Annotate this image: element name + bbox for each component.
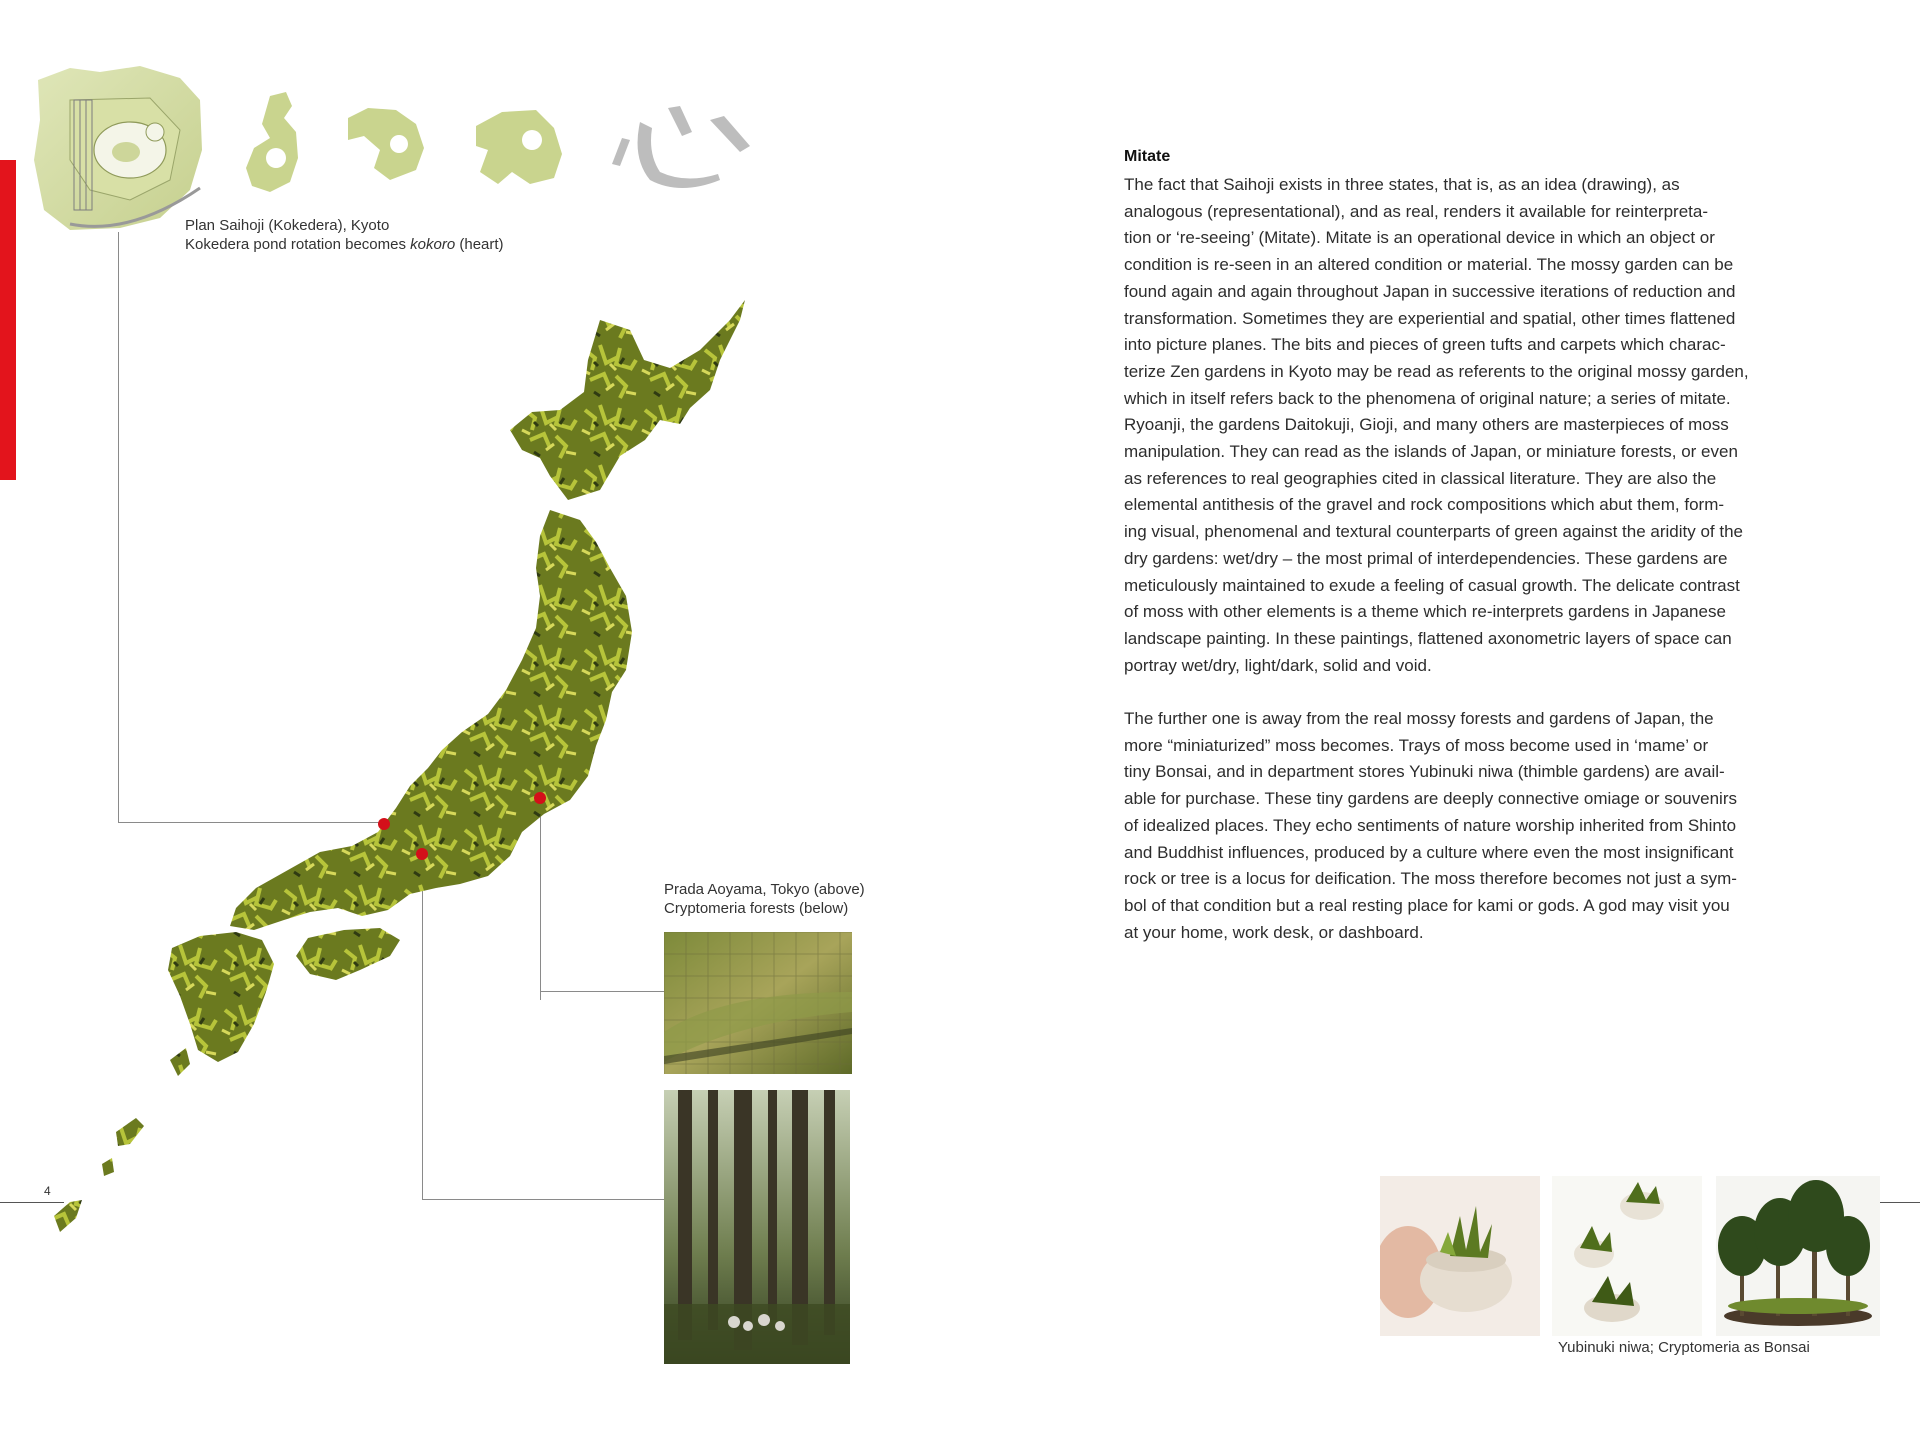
p1-line: The fact that Saihoji exists in three states, that is, as an idea (drawing), as	[1124, 175, 1680, 194]
p1-line: which in itself refers back to the phenomena of original nature; a series of mitate.	[1124, 388, 1731, 408]
prada-caption-line1: Prada Aoyama, Tokyo (above)	[664, 881, 865, 898]
p2-line: at your home, work desk, or dashboard.	[1124, 922, 1424, 942]
p2-line: rock or tree is a locus for deification. The moss therefore becomes not just a sym-	[1124, 869, 1737, 889]
plan-caption-line2	[185, 235, 504, 254]
plan-caption-italic: kokoro	[410, 236, 456, 253]
tanegashima-island	[170, 1048, 190, 1076]
paragraph-gap	[1124, 679, 1784, 706]
p1-line: landscape painting. In these paintings, flattened axonometric layers of space can	[1124, 628, 1732, 648]
cryptomeria-forest-photo	[664, 1090, 850, 1364]
plan-caption-suffix: (heart)	[455, 236, 504, 253]
ryukyu-island-1	[116, 1118, 144, 1146]
plan-caption-line1: Plan Saihoji (Kokedera), Kyoto	[185, 217, 390, 234]
p2-line: The further one is away from the real mossy forests and gardens of Japan, the	[1124, 709, 1714, 729]
article-body	[1124, 172, 1784, 946]
p1-line: condition is re-seen in an altered condition or material. The mossy garden can be	[1124, 255, 1734, 275]
red-edge-bar	[0, 160, 16, 480]
cryptomeria-bonsai-photo	[1716, 1176, 1880, 1336]
article-paragraph-1	[1124, 172, 1784, 679]
pond-shape-2	[348, 108, 424, 180]
article-paragraph-2	[1124, 706, 1784, 946]
plan-caption	[185, 216, 504, 254]
tokyo-marker	[534, 792, 546, 804]
article-title: Mitate	[1124, 148, 1171, 165]
kyushu	[168, 932, 274, 1062]
p1-line: terize Zen gardens in Kyoto may be read as referents to the original mossy garden,	[1124, 361, 1749, 381]
ryukyu-island-3	[54, 1200, 82, 1232]
honshu	[230, 510, 632, 930]
p1-line: manipulation. They can read as the islands of Japan, or miniature forests, or even	[1124, 442, 1738, 462]
prada-aoyama-photo	[664, 932, 852, 1074]
hokkaido	[510, 300, 745, 500]
p1-line: elemental antithesis of the gravel and rock compositions which abut them, form-	[1124, 495, 1725, 515]
kokoro-character	[612, 106, 750, 188]
plan-caption-prefix: Kokedera pond rotation becomes	[185, 236, 411, 253]
shikoku	[296, 928, 400, 980]
p2-line: tiny Bonsai, and in department stores Yubinuki niwa (thimble gardens) are avail-	[1124, 762, 1725, 782]
prada-caption-line2: Cryptomeria forests (below)	[664, 900, 849, 917]
p2-line: able for purchase. These tiny gardens are deeply connective omiage or souvenirs	[1124, 789, 1737, 809]
thimble-garden-hand-photo	[1380, 1176, 1540, 1336]
p2-line: and Buddhist influences, produced by a culture where even the most insignificant	[1124, 842, 1734, 862]
p1-line: ing visual, phenomenal and textural counterparts of green against the aridity of the	[1124, 522, 1743, 542]
saihoji-plan-image	[30, 60, 210, 235]
prada-caption	[664, 880, 865, 918]
left-page-rule	[0, 1202, 64, 1203]
bonsai-photo-strip	[1380, 1176, 1880, 1340]
p1-line: of moss with other elements is a theme which re-interprets gardens in Japanese	[1124, 602, 1726, 622]
p1-line: analogous (representational), and as real, renders it available for reinterpreta-	[1124, 201, 1708, 221]
pond-shape-3	[476, 110, 562, 184]
miniature-thimble-gardens-photo	[1552, 1176, 1702, 1336]
p1-line: dry gardens: wet/dry – the most primal of interdependencies. These gardens are	[1124, 548, 1728, 568]
p1-line: meticulously maintained to exude a feeling of casual growth. The delicate contrast	[1124, 575, 1740, 595]
p2-line: bol of that condition but a real resting place for kami or gods. A god may visit you	[1124, 895, 1730, 915]
pond-shape-1	[246, 92, 298, 192]
p1-line: as references to real geographies cited in classical literature. They are also the	[1124, 468, 1717, 488]
ryukyu-island-2	[102, 1158, 114, 1176]
p1-line: transformation. Sometimes they are experiential and spatial, other times flattened	[1124, 308, 1736, 328]
p1-line: Ryoanji, the gardens Daitokuji, Gioji, and many others are masterpieces of moss	[1124, 415, 1729, 435]
kyoto-marker	[378, 818, 390, 830]
p2-line: more “miniaturized” moss becomes. Trays of moss become used in ‘mame’ or	[1124, 735, 1709, 755]
p2-line: of idealized places. They echo sentiments of nature worship inherited from Shinto	[1124, 815, 1737, 835]
bonsai-caption: Yubinuki niwa; Cryptomeria as Bonsai	[1558, 1339, 1810, 1356]
pond-rotation-shapes	[240, 88, 760, 203]
p1-line: tion or ‘re-seeing’ (Mitate). Mitate is an operational device in which an object or	[1124, 228, 1715, 248]
p1-line: into picture planes. The bits and pieces of green tufts and carpets which charac-	[1124, 335, 1726, 355]
p1-line: found again and again throughout Japan in successive iterations of reduction and	[1124, 281, 1736, 301]
p1-line: portray wet/dry, light/dark, solid and void.	[1124, 655, 1432, 675]
page-number-left: 4	[44, 1184, 51, 1198]
nara-marker	[416, 848, 428, 860]
